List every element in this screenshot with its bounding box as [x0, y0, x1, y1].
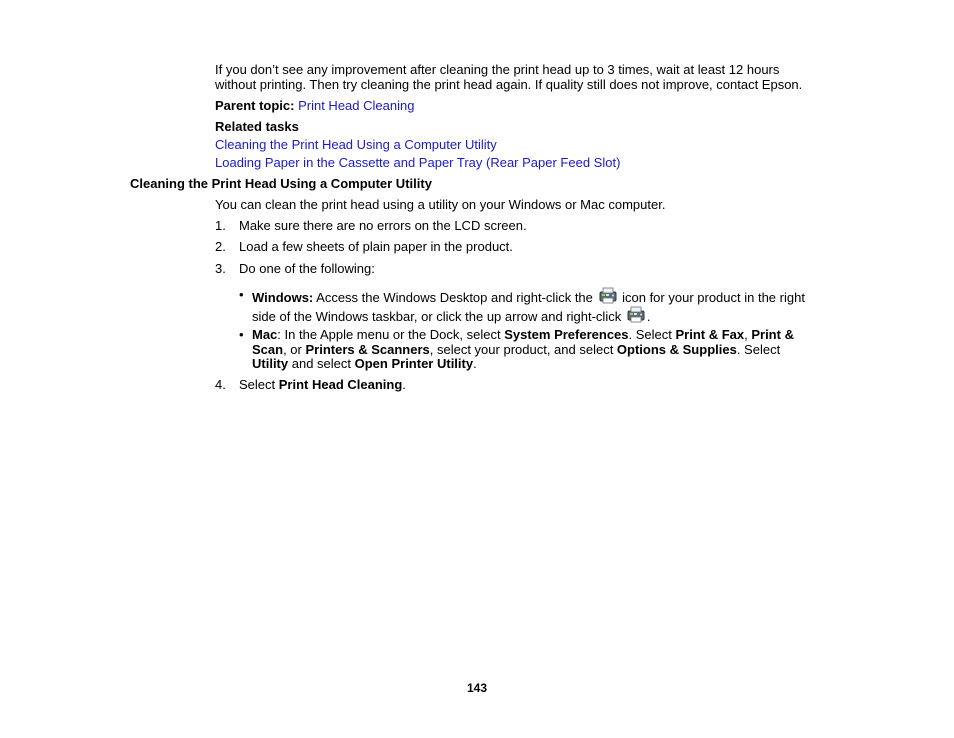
page-number: 143 [466, 681, 488, 695]
parent-topic-label: Parent topic: [215, 98, 295, 113]
step-4-text: Select Print Head Cleaning. [239, 377, 406, 392]
intro-line-2: without printing. Then try cleaning the print head again. If quality still does not improve, contact Epson. [215, 77, 803, 92]
step-4-number: 4. [215, 377, 226, 392]
printer-utility-icon [599, 287, 617, 304]
bullet-windows-marker: • [239, 287, 244, 302]
step-2-number: 2. [215, 239, 226, 254]
step-3-number: 3. [215, 261, 226, 276]
section-heading: Cleaning the Print Head Using a Computer Utility [130, 176, 432, 191]
step-1-number: 1. [215, 218, 226, 233]
section-intro: You can clean the print head using a utility on your Windows or Mac computer. [215, 197, 666, 212]
parent-topic [215, 98, 414, 113]
bullet-windows-line-2: side of the Windows taskbar, or click the up arrow and right-click . [252, 306, 650, 324]
intro-line-1: If you don’t see any improvement after cleaning the print head up to 3 times, wait at least 12 hours [215, 62, 780, 77]
bullet-mac-line-2: Scan, or Printers & Scanners, select your product, and select Options & Supplies. Select [252, 342, 781, 357]
bullet-windows-line-1: Windows: Access the Windows Desktop and right-click the icon for your product in the right [252, 287, 805, 305]
related-task-link-loading-paper[interactable]: Loading Paper in the Cassette and Paper Tray (Rear Paper Feed Slot) [215, 155, 621, 170]
step-1-text: Make sure there are no errors on the LCD screen. [239, 218, 527, 233]
printer-utility-icon [627, 306, 645, 323]
related-task-link-cleaning[interactable]: Cleaning the Print Head Using a Computer Utility [215, 137, 497, 152]
step-3-text: Do one of the following: [239, 261, 375, 276]
bullet-mac-marker: • [239, 327, 244, 342]
step-2-text: Load a few sheets of plain paper in the product. [239, 239, 513, 254]
bullet-mac-line-3: Utility and select Open Printer Utility. [252, 356, 477, 371]
bullet-mac-line-1: Mac: In the Apple menu or the Dock, select System Preferences. Select Print & Fax, Print & [252, 327, 794, 342]
parent-topic-link[interactable]: Print Head Cleaning [298, 98, 415, 113]
related-tasks-heading: Related tasks [215, 119, 299, 134]
